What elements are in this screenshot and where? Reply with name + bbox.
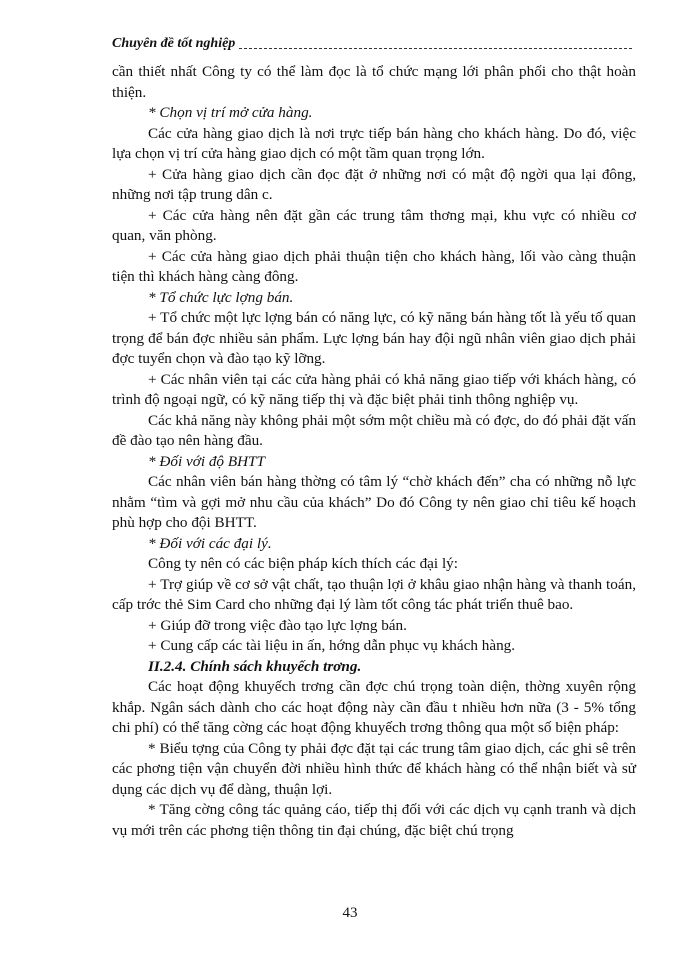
subheading: * Chọn vị trí mở cửa hàng. <box>148 104 313 121</box>
bullet-paragraph: * Tăng cờng công tác quảng cáo, tiếp thị đối với các dịch vụ cạnh tranh và dịch vụ mới trên các phơng tiện thông tin đại chúng, đặc biệt chú trọng <box>112 801 636 839</box>
header-title: Chuyên đề tốt nghiệp <box>112 36 236 51</box>
header-dashed-rule <box>239 48 632 49</box>
bullet-paragraph: + Cung cấp các tài liệu in ấn, hớng dẫn phục vụ khách hàng. <box>148 637 516 654</box>
paragraph: Các cửa hàng giao dịch là nơi trực tiếp bán hàng cho khách hàng. Do đó, việc lựa chọn vị trí cửa hàng giao dịch có một tầm quan trọng lớn. <box>112 124 636 162</box>
page-number: 43 <box>342 905 358 921</box>
bullet-paragraph: + Giúp đỡ trong việc đào tạo lực lợng bán. <box>148 616 407 634</box>
paragraph: cần thiết nhất Công ty có thể làm đọc là tổ chức mạng lới phân phối cho thật hoàn thiện. <box>112 63 636 101</box>
bullet-paragraph: + Cửa hàng giao dịch cần đọc đặt ở những nơi có mật độ ngời qua lại đông, những nơi tập trung dân c. <box>112 165 636 203</box>
paragraph: Các khả năng này không phải một sớm một chiều mà có đợc, do đó phải đặt vấn đề đào tạo nên hàng đầu. <box>112 411 636 449</box>
paragraph: Các hoạt động khuyếch trơng cần đợc chú trọng toàn diện, thờng xuyên rộng khắp. Ngân sách dành cho các hoạt động này cần đầu t nhiều hơn nữa (3 - 5% tổng chi phí) có thể tăng cờng các hoạt động khuyếch trơng thông qua một số biện pháp: <box>112 678 636 736</box>
page-header <box>112 36 632 52</box>
bullet-paragraph: + Các nhân viên tại các cửa hàng phải có khả năng giao tiếp với khách hàng, có trình độ ngoại ngữ, có kỹ năng tiếp thị và đặc biệt phải tinh thông nghiệp vụ. <box>112 370 636 408</box>
paragraph: Các nhân viên bán hàng thờng có tâm lý “chờ khách đến” cha có những nỗ lực nhằm “tìm và gợi mở nhu cầu của khách” Do đó Công ty nên giao chỉ tiêu kế hoạch phù hợp cho đội BHTT. <box>112 473 636 531</box>
paragraph: Công ty nên có các biện pháp kích thích các đại lý: <box>148 555 458 572</box>
subheading: * Đối với độ BHTT <box>148 452 265 470</box>
subheading: * Đối với các đại lý. <box>148 534 272 552</box>
bullet-paragraph: + Tổ chức một lực lợng bán có năng lực, có kỹ năng bán hàng tốt là yếu tố quan trọng để bán đợc nhiều sản phẩm. Lực lợng bán hay đội ngũ nhân viên giao dịch phải đợc tuyển chọn và đào tạo kỹ lỡng. <box>112 309 636 367</box>
subheading: * Tổ chức lực lợng bán. <box>148 288 294 306</box>
bullet-paragraph: + Trợ giúp về cơ sở vật chất, tạo thuận lợi ở khâu giao nhận hàng và thanh toán, cấp trớc thẻ Sim Card cho những đại lý làm tốt công tác phát triển thuê bao. <box>112 575 636 613</box>
bullet-paragraph: + Các cửa hàng giao dịch phải thuận tiện cho khách hàng, lối vào càng thuận tiện thì khách hàng càng đông. <box>112 247 636 285</box>
bullet-paragraph: + Các cửa hàng nên đặt gần các trung tâm thơng mại, khu vực có nhiều cơ quan, văn phòng. <box>112 206 636 244</box>
section-heading: II.2.4. Chính sách khuyếch trơng. <box>148 657 362 675</box>
bullet-paragraph: * Biểu tợng của Công ty phải đợc đặt tại các trung tâm giao dịch, các ghi sê trên các phơng tiện vận chuyển đời nhiều hình thức để khách hàng có thể nhận biết và sử dụng các dịch vụ để dàng, thuận lợi. <box>112 739 636 798</box>
body-text <box>112 62 636 841</box>
